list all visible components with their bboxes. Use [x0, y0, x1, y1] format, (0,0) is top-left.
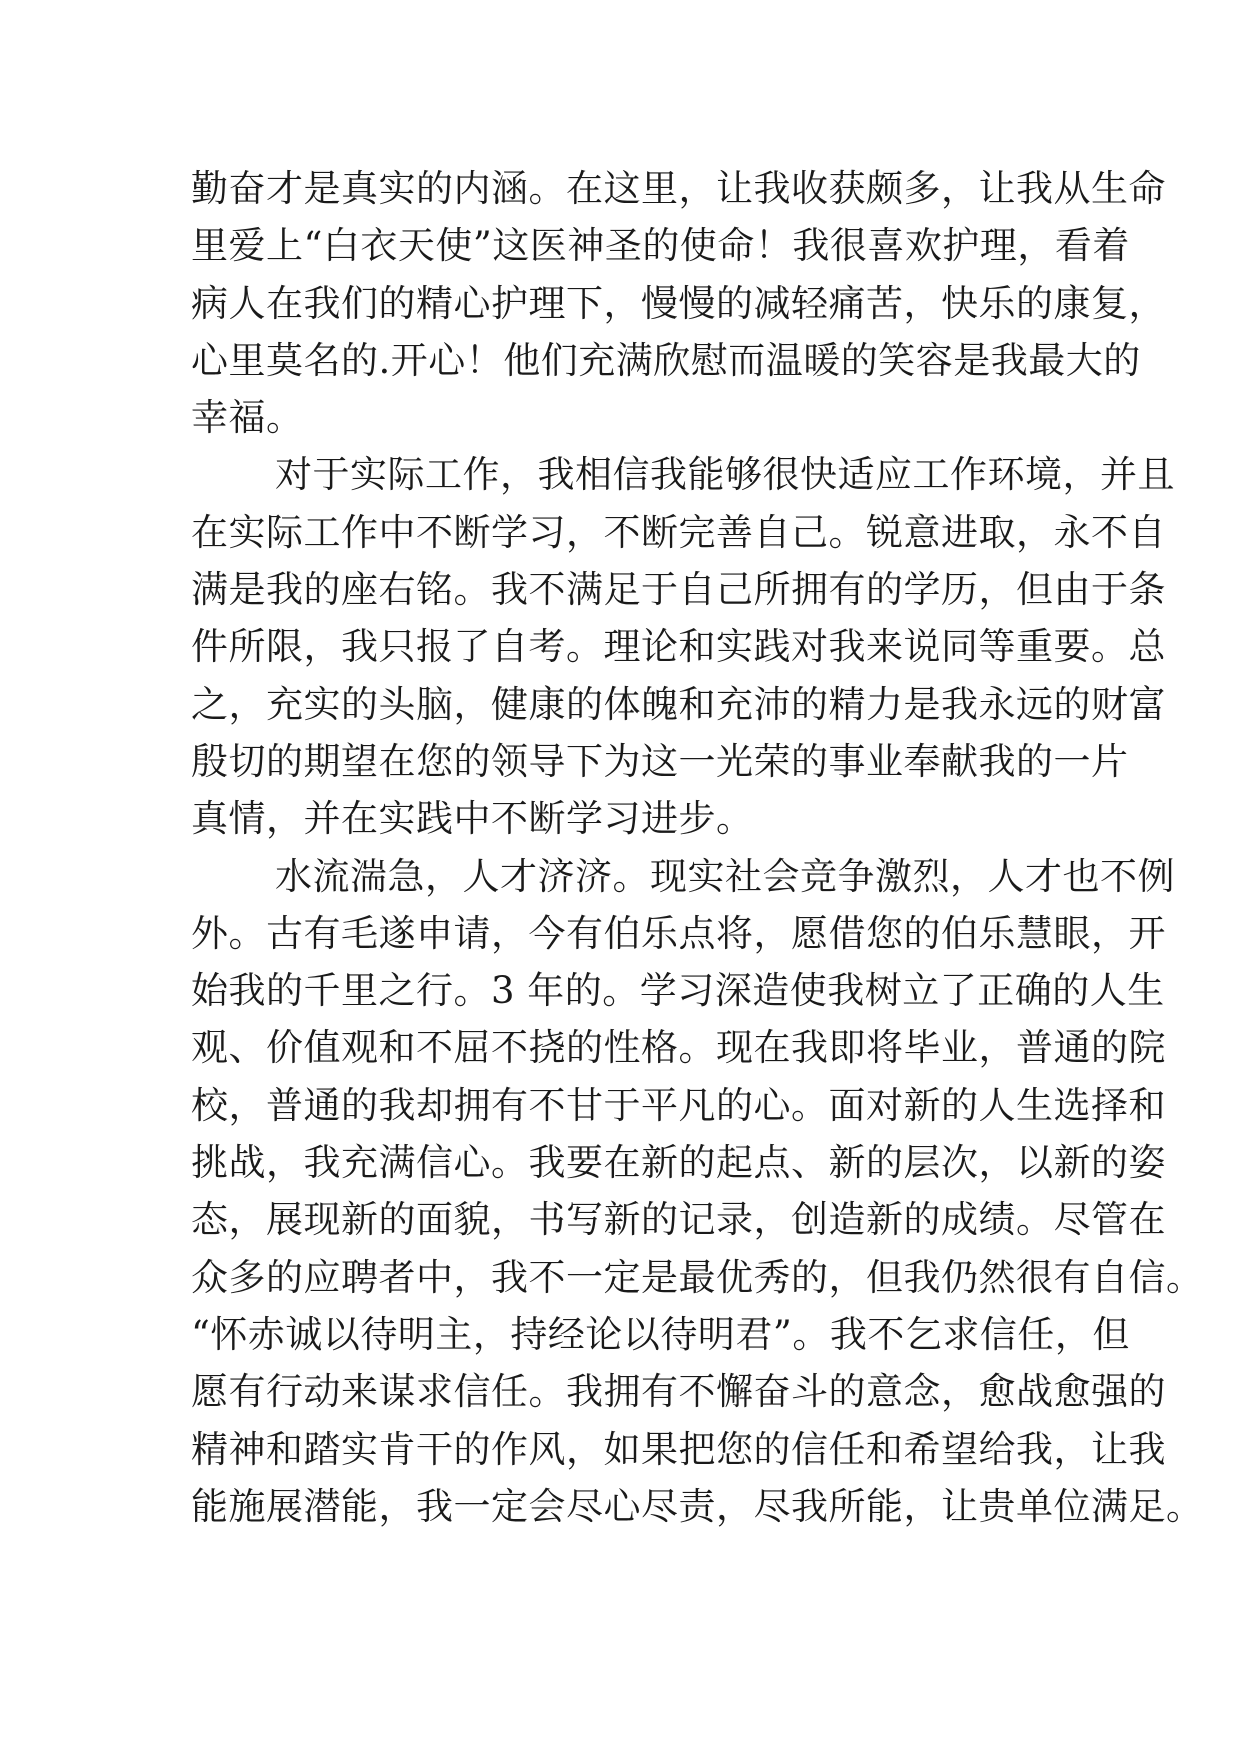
text-line: 愿有行动来谋求信任。我拥有不懈奋斗的意念，愈战愈强的	[191, 1370, 1166, 1414]
text-line: 满是我的座右铭。我不满足于自己所拥有的学历，但由于条	[191, 568, 1166, 612]
document-body	[191, 160, 1204, 1535]
text-line: “怀赤诚以待明主，持经论以待明君”。我不乞求信任，但	[191, 1312, 1130, 1356]
paragraph-2	[191, 446, 1175, 847]
text-line: 能施展潜能，我一定会尽心尽责，尽我所能，让贵单位满足。	[191, 1484, 1204, 1528]
text-line: 里爱上“白衣天使”这医神圣的使命！我很喜欢护理，看着	[191, 224, 1130, 268]
text-line: 挑战，我充满信心。我要在新的起点、新的层次，以新的姿	[191, 1141, 1166, 1185]
text-line: 精神和踏实肯干的作风，如果把您的信任和希望给我，让我	[191, 1427, 1166, 1471]
text-line: 外。古有毛遂申请，今有伯乐点将，愿借您的伯乐慧眼，开	[191, 911, 1166, 955]
text-line: 之，充实的头脑，健康的体魄和充沛的精力是我永远的财富	[191, 682, 1166, 726]
text-line: 幸福。	[191, 396, 304, 440]
text-line: 众多的应聘者中，我不一定是最优秀的，但我仍然很有自信。	[191, 1255, 1204, 1299]
text-line: 病人在我们的精心护理下，慢慢的减轻痛苦，快乐的康复，	[191, 281, 1166, 325]
text-line: 殷切的期望在您的领导下为这一光荣的事业奉献我的一片	[191, 739, 1129, 783]
text-line: 水流湍急，人才济济。现实社会竞争激烈，人才也不例	[275, 854, 1175, 898]
text-line: 对于实际工作，我相信我能够很快适应工作环境，并且	[275, 453, 1175, 497]
text-line: 在实际工作中不断学习，不断完善自己。锐意进取，永不自	[191, 510, 1166, 554]
text-line: 勤奋才是真实的内涵。在这里，让我收获颇多，让我从生命	[191, 167, 1166, 210]
text-line: 态，展现新的面貌，书写新的记录，创造新的成绩。尽管在	[191, 1198, 1166, 1242]
paragraph-1	[191, 160, 1166, 446]
text-line: 校，普通的我却拥有不甘于平凡的心。面对新的人生选择和	[191, 1083, 1166, 1127]
text-line: 真情，并在实践中不断学习进步。	[191, 797, 754, 841]
paragraph-3	[191, 848, 1204, 1536]
text-line: 心里莫名的.开心！他们充满欣慰而温暖的笑容是我最大的	[191, 338, 1141, 382]
text-line: 件所限，我只报了自考。理论和实践对我来说同等重要。总	[191, 625, 1166, 669]
text-line: 始我的千里之行。3 年的。学习深造使我树立了正确的人生	[191, 969, 1165, 1013]
text-line: 观、价值观和不屈不挠的性格。现在我即将毕业，普通的院	[191, 1026, 1166, 1070]
